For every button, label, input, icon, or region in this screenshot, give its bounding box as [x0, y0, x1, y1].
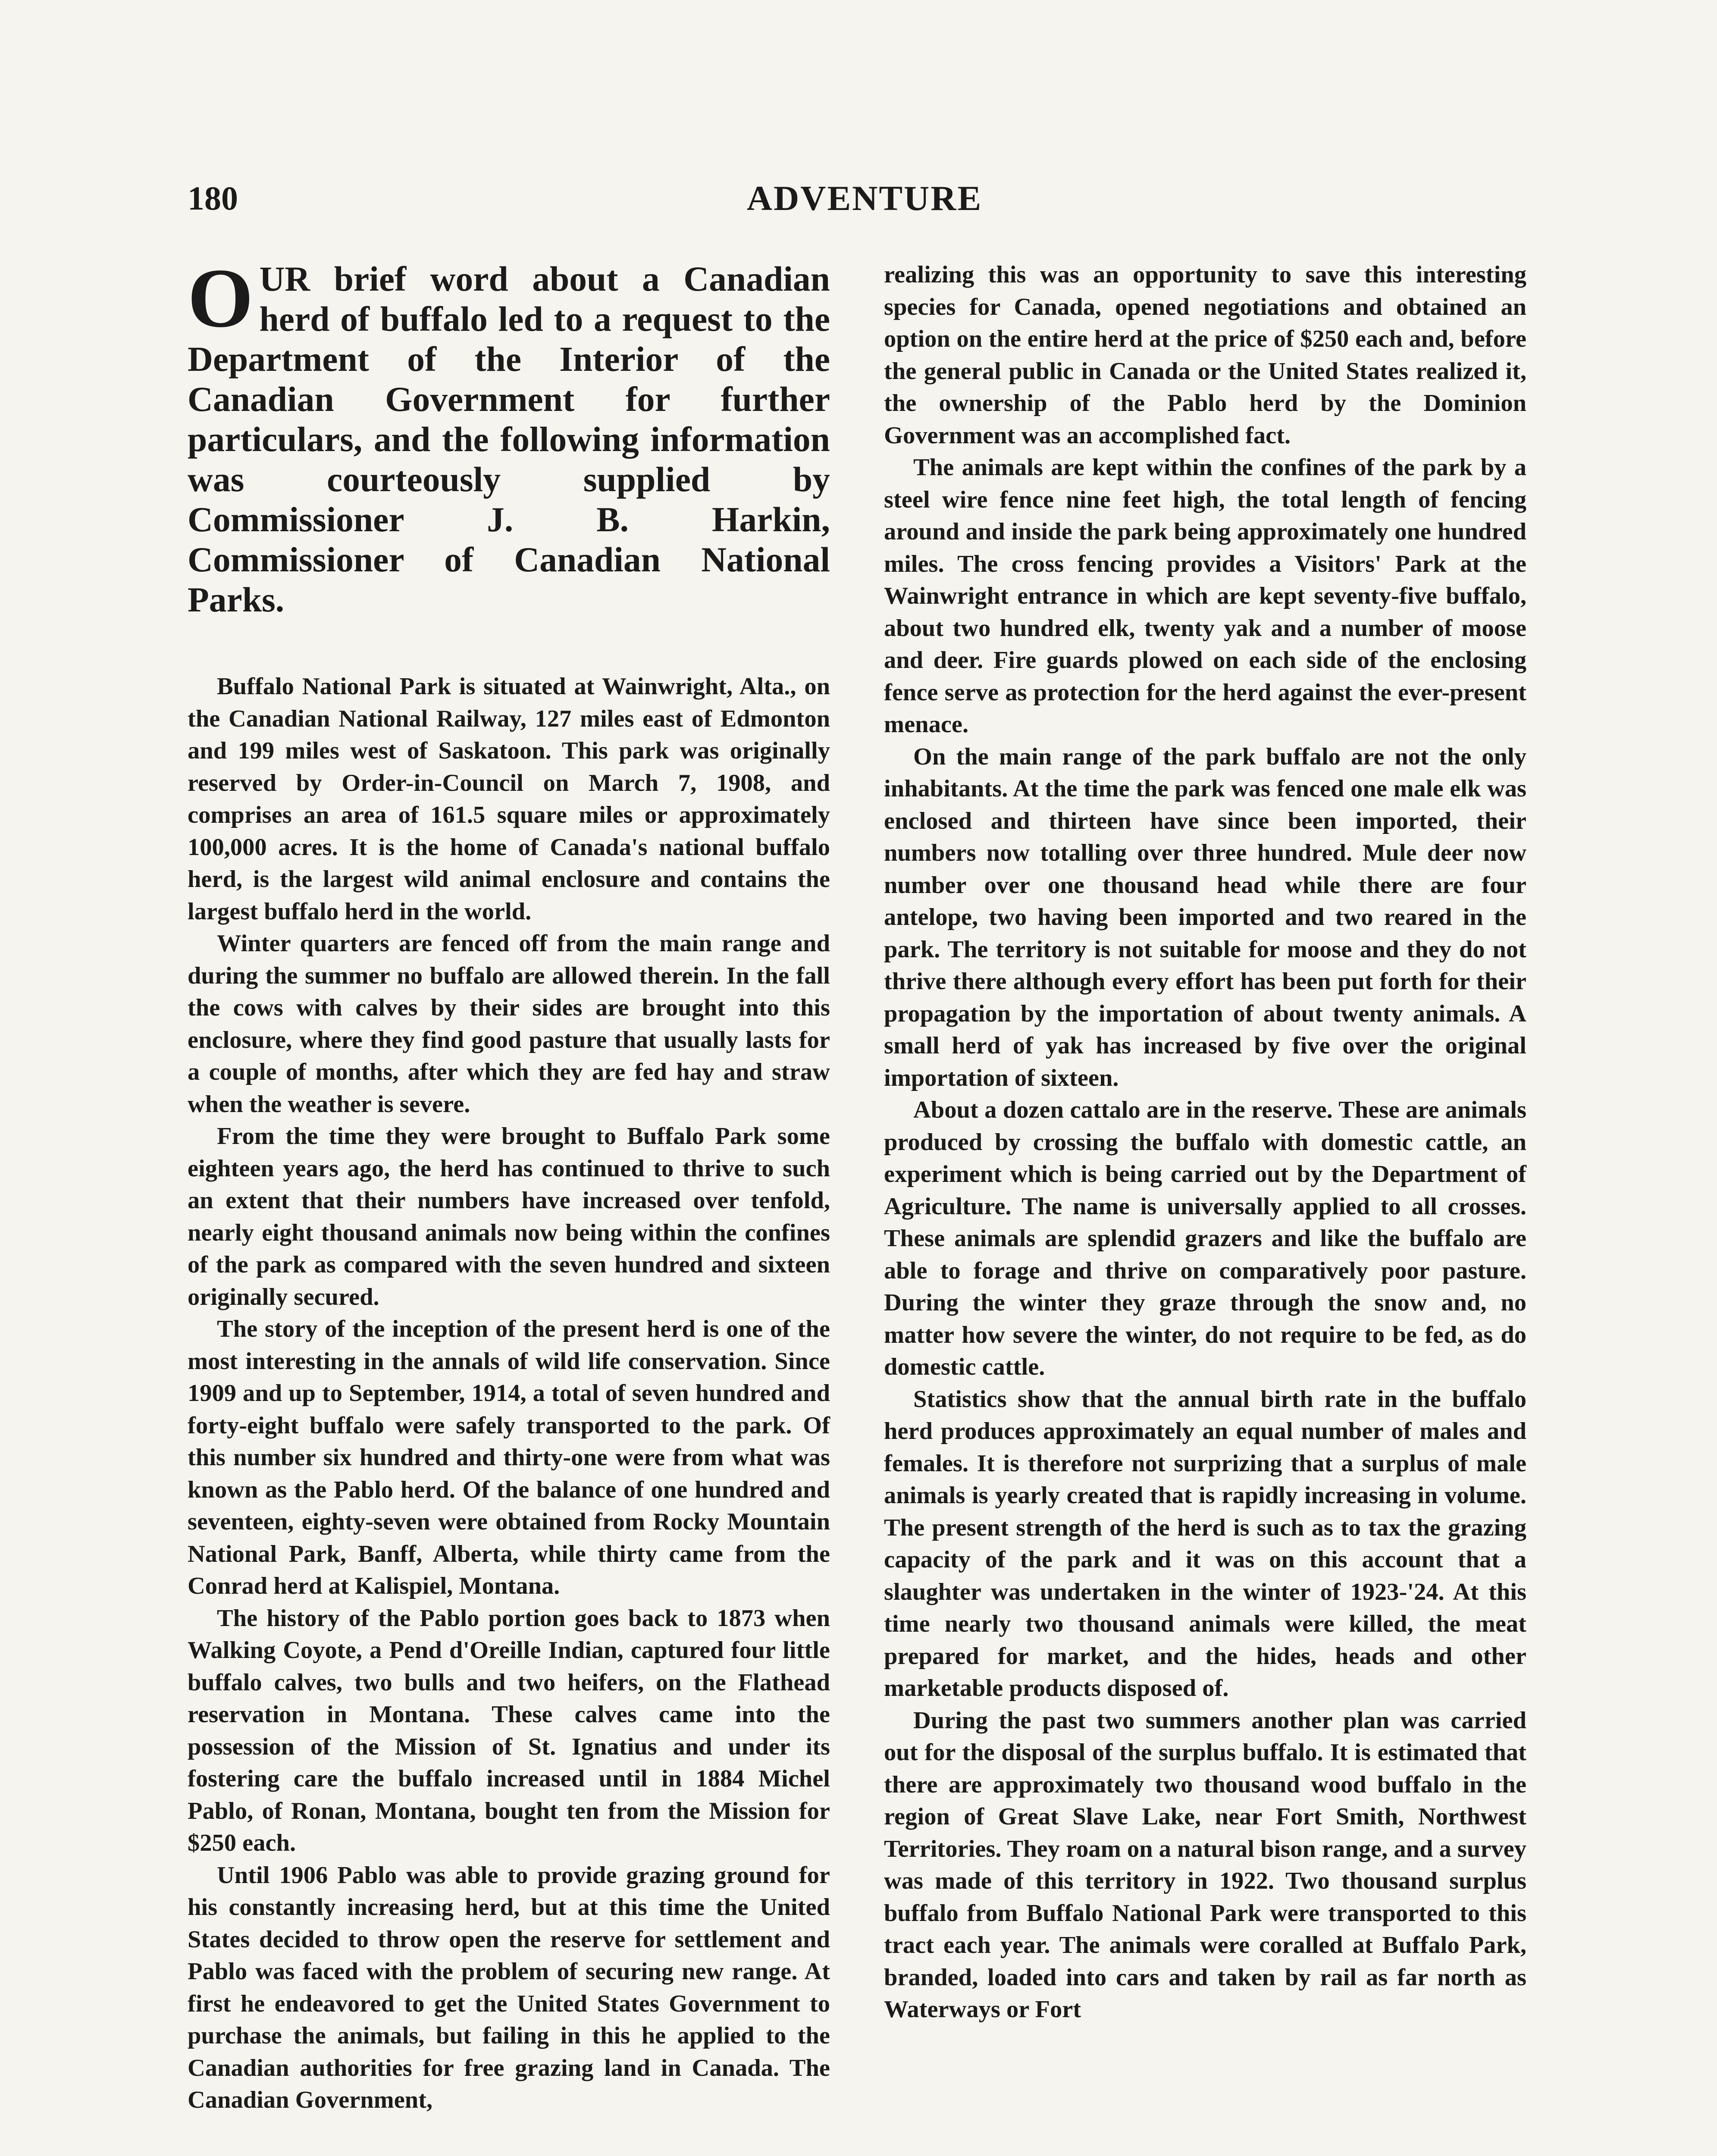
- page-header: [188, 175, 1542, 222]
- paragraph: During the past two summers another plan was carried out for the disposal of the surplus buffalo. It is estimated that there are approximately two thousand wood buffalo in the region of Great Slave Lake, near Fort Smith, Northwest Territories. They roam on a natural bison range, and a survey was made of this territory in 1922. Two thousand surplus buffalo from Buffalo National Park were transported to this tract each year. The animals were coralled at Buffalo Park, branded, loaded into cars and taken by rail as far north as Waterways or Fort: [884, 1707, 1526, 2023]
- paragraph: About a dozen cattalo are in the reserve. These are animals produced by crossing the buffalo with domestic cattle, an experiment which is being carried out by the Department of Agriculture. The name is universally applied to all crosses. These animals are splendid grazers and like the buffalo are able to forage and thrive on comparatively poor pasture. During the winter they graze through the snow and, no matter how severe the winter, do not require to be fed, as do domestic cattle.: [884, 1097, 1526, 1380]
- drop-cap: O: [188, 251, 254, 345]
- intro-text: UR brief word about a Canadian herd of buffalo led to a request to the Department of the Interior of the Canadian Government for further particulars, and the following information was courteously supplied by Commissioner J. B. Harkin, Commissioner of Canadian National Parks.: [188, 259, 830, 619]
- left-column: [188, 251, 830, 2116]
- paragraph: On the main range of the park buffalo are not the only inhabitants. At the time the park was fenced one male elk was enclosed and thirteen have since been imported, their numbers now totalling over three hundred. Mule deer now number over one thousand head while there are four antelope, two having been imported and two reared in the park. The territory is not suitable for moose and they do not thrive there although every effort has been put forth for their propagation by the importation of about twenty animals. A small herd of yak has increased by five over the original importation of sixteen.: [884, 743, 1526, 1091]
- paragraph: Buffalo National Park is situated at Wainwright, Alta., on the Canadian National Railway, 127 miles east of Edmonton and 199 miles west of Saskatoon. This park was originally reserved by Order-in-Council on March 7, 1908, and comprises an area of 161.5 square miles or approximately 100,000 acres. It is the home of Canada's national buffalo herd, is the largest wild animal enclosure and contains the largest buffalo herd in the world.: [188, 673, 830, 925]
- paragraph: The history of the Pablo portion goes back to 1873 when Walking Coyote, a Pend d'Oreille Indian, captured four little buffalo calves, two bulls and two heifers, on the Flathead reservation in Montana. These calves came into the possession of the Mission of St. Ignatius and under its fostering care the buffalo increased until in 1884 Michel Pablo, of Ronan, Montana, bought ten from the Mission for $250 each.: [188, 1604, 830, 1856]
- running-title: ADVENTURE: [746, 179, 983, 218]
- page-number: 180: [188, 179, 238, 217]
- paragraph: The animals are kept within the confines of the park by a steel wire fence nine feet high, the total length of fencing around and inside the park being approximately one hundred miles. The cross fencing provides a Visitors' Park at the Wainwright entrance in which are kept seventy-five buffalo, about two hundred elk, twenty yak and a number of moose and deer. Fire guards plowed on each side of the enclosing fence serve as protection for the herd against the ever-present menace.: [884, 454, 1526, 738]
- intro-paragraph: [188, 251, 830, 620]
- paragraph-continued: realizing this was an opportunity to save this interesting species for Canada, opened negotiations and obtained an option on the entire herd at the price of $250 each and, before the general public in Canada or the United States realized it, the ownership of the Pablo herd by the Dominion Government was an accomplished fact.: [884, 261, 1526, 449]
- paragraph: From the time they were brought to Buffalo Park some eighteen years ago, the herd has continued to thrive to such an extent that their numbers have increased over tenfold, nearly eight thousand animals now being within the confines of the park as compared with the seven hundred and sixteen originally secured.: [188, 1123, 830, 1310]
- paragraph: Statistics show that the annual birth rate in the buffalo herd produces approximately an equal number of males and females. It is therefore not surprizing that a surplus of male animals is yearly created that is rapidly increasing in volume. The present strength of the herd is such as to tax the grazing capacity of the park and it was on this account that a slaughter was undertaken in the winter of 1923-'24. At this time nearly two thousand animals were killed, the meat prepared for market, and the hides, heads and other marketable products disposed of.: [884, 1385, 1526, 1702]
- right-column: [884, 259, 1526, 2026]
- paragraph: Winter quarters are fenced off from the main range and during the summer no buffalo are allowed therein. In the fall the cows with calves by their sides are brought into this enclosure, where they find good pasture that usually lasts for a couple of months, after which they are fed hay and straw when the weather is severe.: [188, 930, 830, 1118]
- paragraph: Until 1906 Pablo was able to provide grazing ground for his constantly increasing herd, but at this time the United States decided to throw open the reserve for settlement and Pablo was faced with the problem of securing new range. At first he endeavored to get the United States Government to purchase the animals, but failing in this he applied to the Canadian authorities for free grazing land in Canada. The Canadian Government,: [188, 1861, 830, 2113]
- paragraph: The story of the inception of the present herd is one of the most interesting in the annals of wild life conservation. Since 1909 and up to September, 1914, a total of seven hundred and forty-eight buffalo were safely transported to the park. Of this number six hundred and thirty-one were from what was known as the Pablo herd. Of the balance of one hundred and seventeen, eighty-seven were obtained from Rocky Mountain National Park, Banff, Alberta, while thirty came from the Conrad herd at Kalispiel, Montana.: [188, 1316, 830, 1599]
